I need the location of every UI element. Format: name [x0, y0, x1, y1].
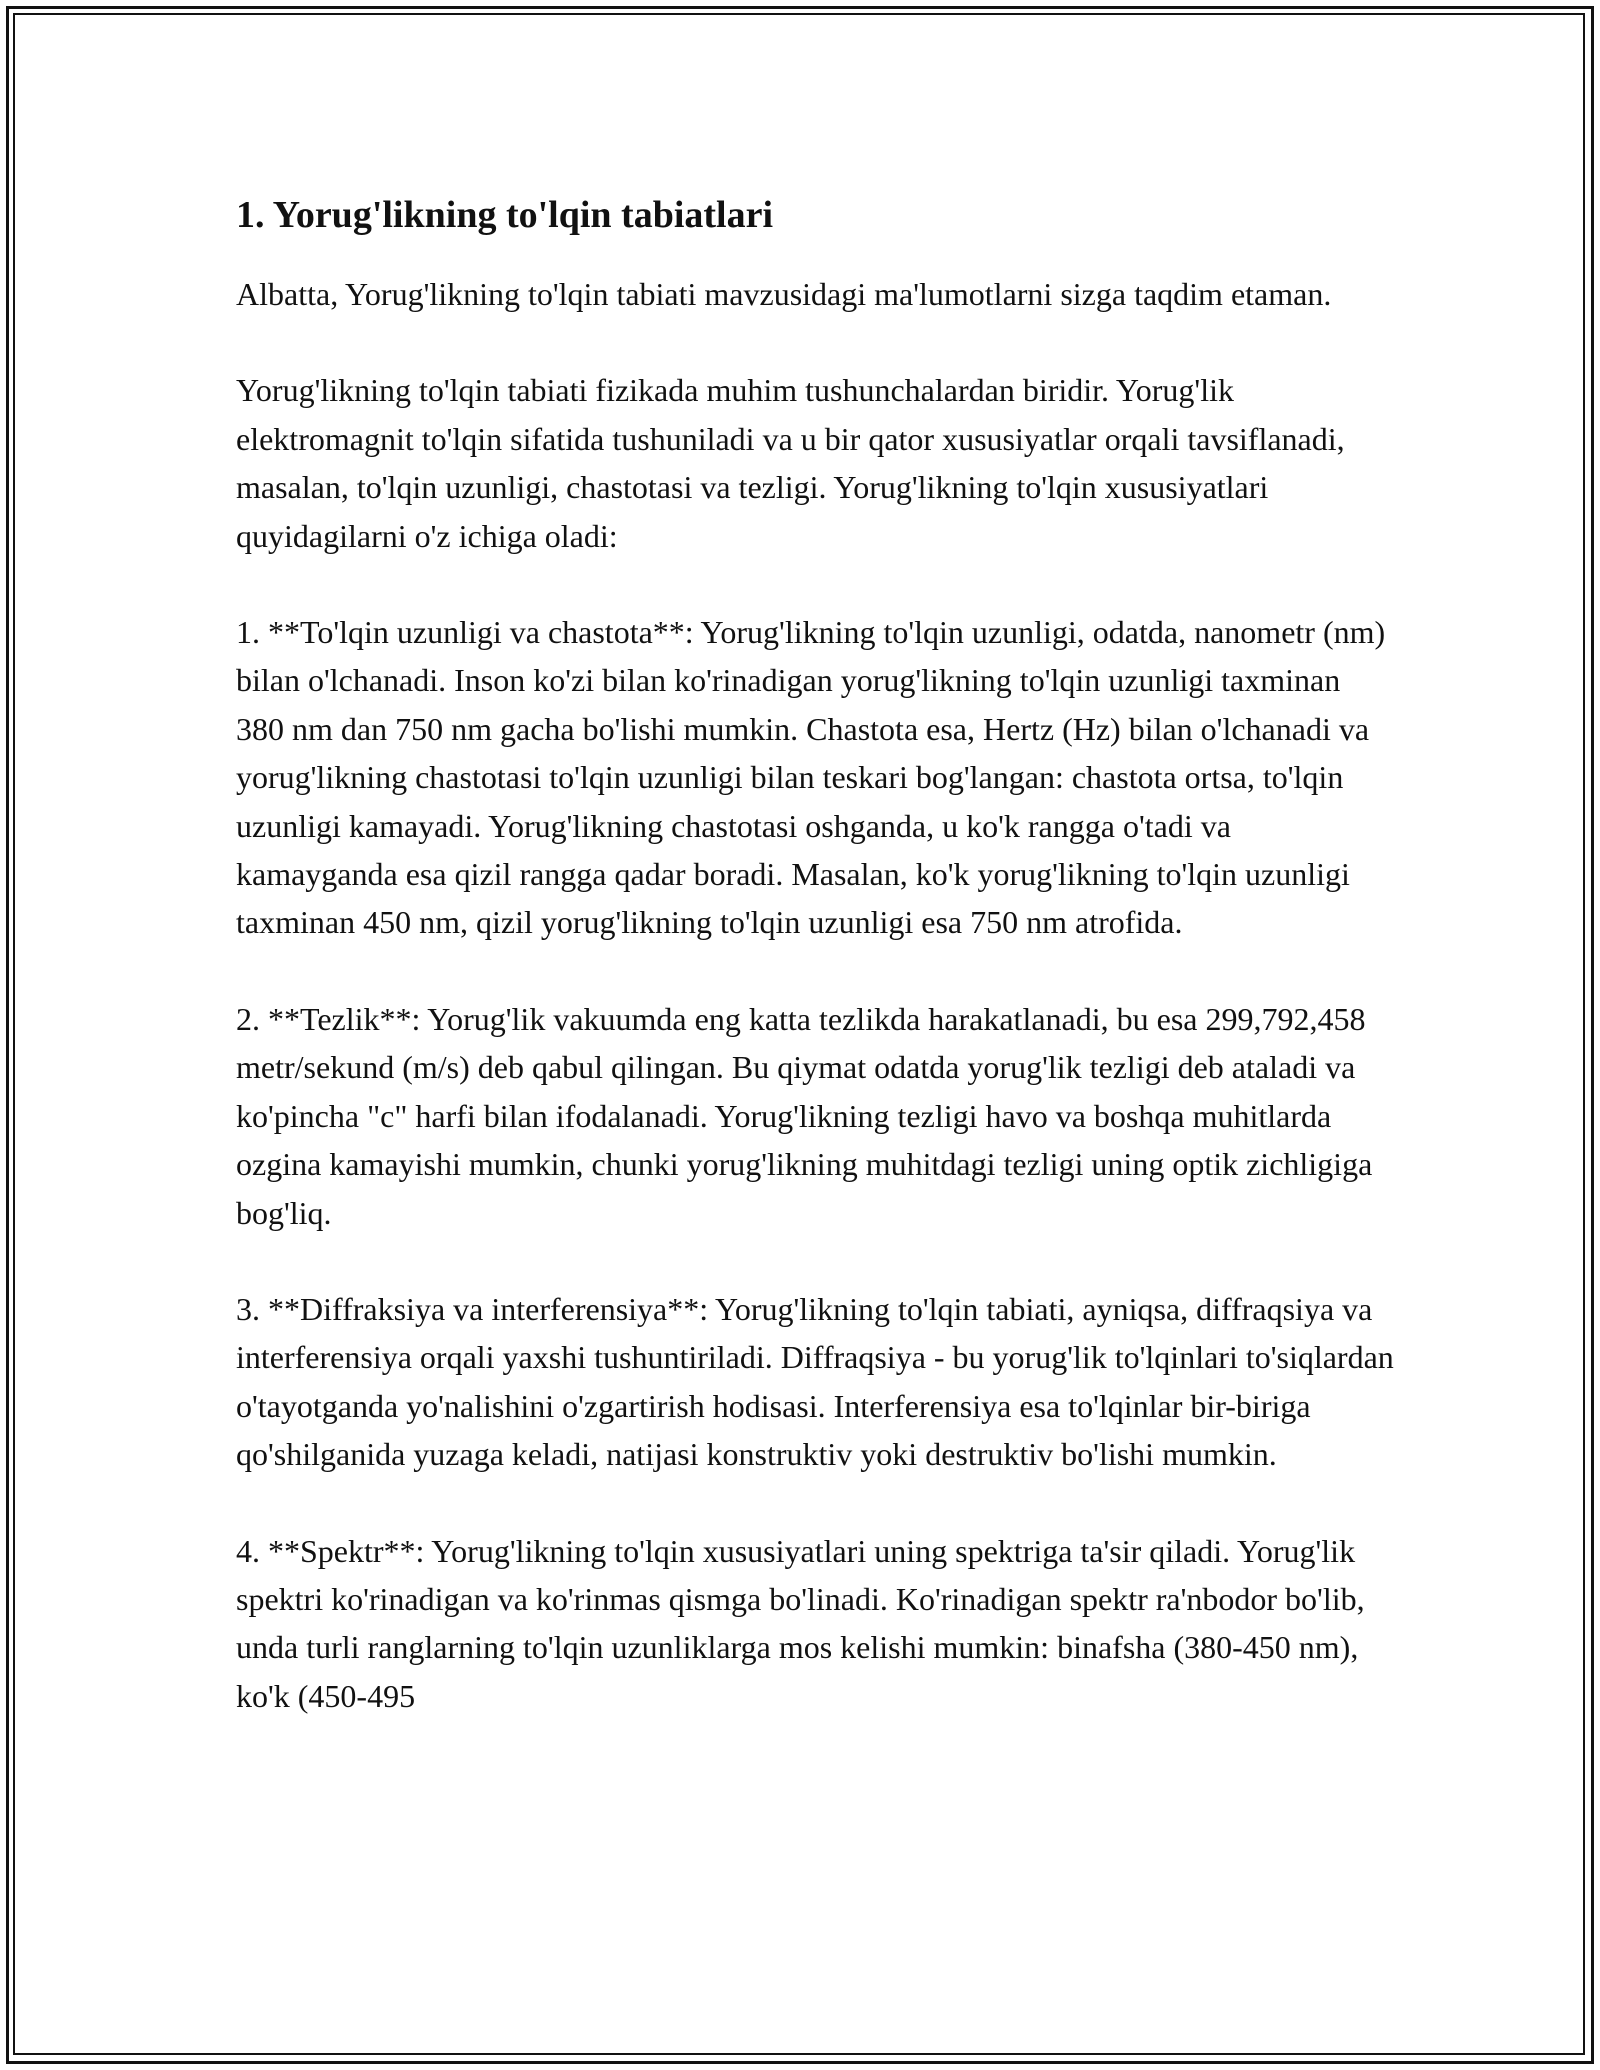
section-heading: 1. Yorug'likning to'lqin tabiatlari [236, 194, 774, 236]
diffraction-interference-paragraph: 3. **Diffraksiya va interferensiya**: Yorug'likning to'lqin tabiati, ayniqsa, diffraqsiya va interferensiya orqali yaxshi tushuntiriladi. Diffraqsiya - bu yorug'lik to'lqinlari to'siqlardan o'tayotganda yo'nalishini o'zgartirish hodisasi. Interferensiya esa to'lqinlar bir-biriga qo'shilganida yuzaga keladi, natijasi konstruktiv yoki destruktiv bo'lishi mumkin. [236, 1290, 1394, 1473]
wavelength-frequency-paragraph: 1. **To'lqin uzunligi va chastota**: Yorug'likning to'lqin uzunligi, odatda, nanometr (nm) bilan o'lchanadi. Inson ko'zi bilan ko'rinadigan yorug'likning to'lqin uzunligi taxminan 380 nm dan 750 nm gacha bo'lishi mumkin. Chastota esa, Hertz (Hz) bilan o'lchanadi va yorug'likning chastotasi to'lqin uzunligi bilan teskari bog'langan: chastota ortsa, to'lqin uzunligi kamayadi. Yorug'likning chastotasi oshganda, u ko'k rangga o'tadi va kamayganda esa qizil rangga qadar boradi. Masalan, ko'k yorug'likning to'lqin uzunligi taxminan 450 nm, qizil yorug'likning to'lqin uzunligi esa 750 nm atrofida. [236, 614, 1386, 941]
document-body [236, 188, 1396, 1720]
overview-paragraph: Yorug'likning to'lqin tabiati fizikada muhim tushunchalardan biridir. Yorug'lik elektromagnit to'lqin sifatida tushuniladi va u bir qator xususiyatlar orqali tavsiflanadi, masalan, to'lqin uzunligi, chastotasi va tezligi. Yorug'likning to'lqin xususiyatlari quyidagilarni o'z ichiga oladi: [236, 372, 1345, 554]
speed-paragraph: 2. **Tezlik**: Yorug'lik vakuumda eng katta tezlikda harakatlanadi, bu esa 299,792,458 metr/sekund (m/s) deb qabul qilingan. Bu qiymat odatda yorug'lik tezligi deb ataladi va ko'pincha "c" harfi bilan ifodalanadi. Yorug'likning tezligi havo va boshqa muhitlarda ozgina kamayishi mumkin, chunki yorug'likning muhitdagi tezligi uning optik zichligiga bog'liq. [236, 1000, 1373, 1231]
intro-paragraph: Albatta, Yorug'likning to'lqin tabiati mavzusidagi ma'lumotlarni sizga taqdim etaman. [236, 276, 1332, 312]
spectrum-paragraph: 4. **Spektr**: Yorug'likning to'lqin xususiyatlari uning spektriga ta'sir qiladi. Yorug'lik spektri ko'rinadigan va ko'rinmas qismga bo'linadi. Ko'rinadigan spektr ra'nbodor bo'lib, unda turli ranglarning to'lqin uzunliklarga mos kelishi mumkin: binafsha (380-450 nm), ko'k (450-495 [236, 1532, 1365, 1714]
